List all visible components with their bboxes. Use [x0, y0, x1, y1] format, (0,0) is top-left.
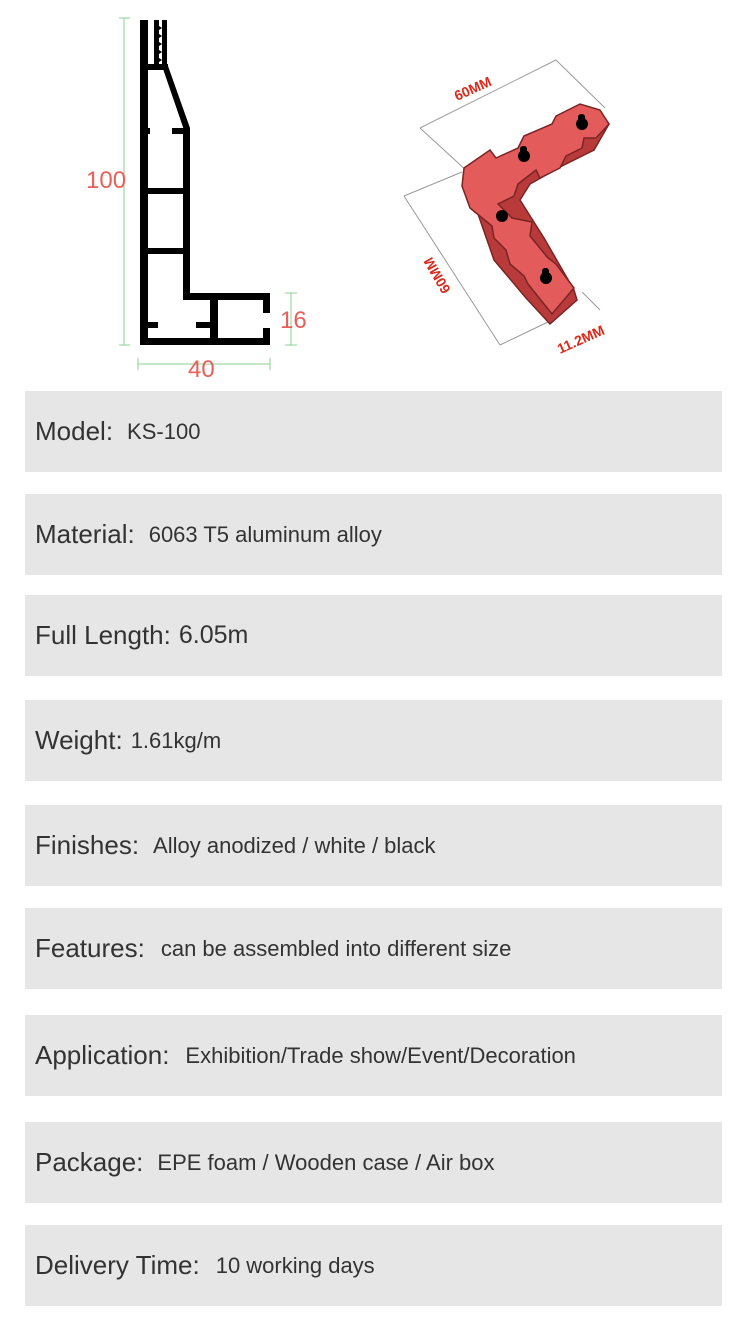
spec-row-weight	[25, 700, 722, 781]
spec-value: 6063 T5 aluminum alloy	[148, 521, 382, 547]
spec-label: Model:	[35, 416, 114, 446]
spec-value: 1.61kg/m	[130, 727, 222, 753]
spec-value: can be assembled into different size	[160, 935, 512, 961]
spec-value: EPE foam / Wooden case / Air box	[157, 1149, 495, 1175]
height-dimension-label: 100	[86, 167, 127, 194]
spec-row-delivery-time	[25, 1225, 722, 1306]
diagram-area	[0, 0, 750, 385]
spec-value: KS-100	[127, 418, 201, 444]
spec-label: Package:	[35, 1147, 144, 1177]
corner-length-b-label: 60MM	[420, 254, 454, 297]
spec-row-application	[25, 1015, 722, 1096]
spec-row-full-length	[25, 595, 722, 676]
spec-value: 10 working days	[215, 1252, 375, 1278]
spec-row-model	[25, 391, 722, 472]
channel-dimension-label: 16	[280, 307, 307, 334]
corner-length-a-label: 60MM	[451, 73, 494, 104]
spec-label: Finishes:	[35, 830, 140, 860]
spec-value: Exhibition/Trade show/Event/Decoration	[185, 1042, 576, 1068]
corner-connector-diagram	[0, 0, 750, 385]
spec-row-finishes	[25, 805, 722, 886]
width-dimension-label: 40	[188, 356, 215, 383]
spec-row-material	[25, 494, 722, 575]
spec-value: Alloy anodized / white / black	[153, 832, 436, 858]
spec-label: Material:	[35, 519, 135, 549]
spec-row-features	[25, 908, 722, 989]
spec-row-package	[25, 1122, 722, 1203]
corner-thickness-label: 11.2MM	[554, 321, 607, 357]
spec-label: Full Length:	[35, 620, 171, 650]
spec-label: Weight:	[35, 725, 123, 755]
spec-label: Features:	[35, 933, 145, 963]
spec-value: 6.05m	[178, 621, 249, 649]
corner-connector-shape	[462, 104, 609, 324]
spec-label: Delivery Time:	[35, 1250, 200, 1280]
spec-label: Application:	[35, 1040, 170, 1070]
